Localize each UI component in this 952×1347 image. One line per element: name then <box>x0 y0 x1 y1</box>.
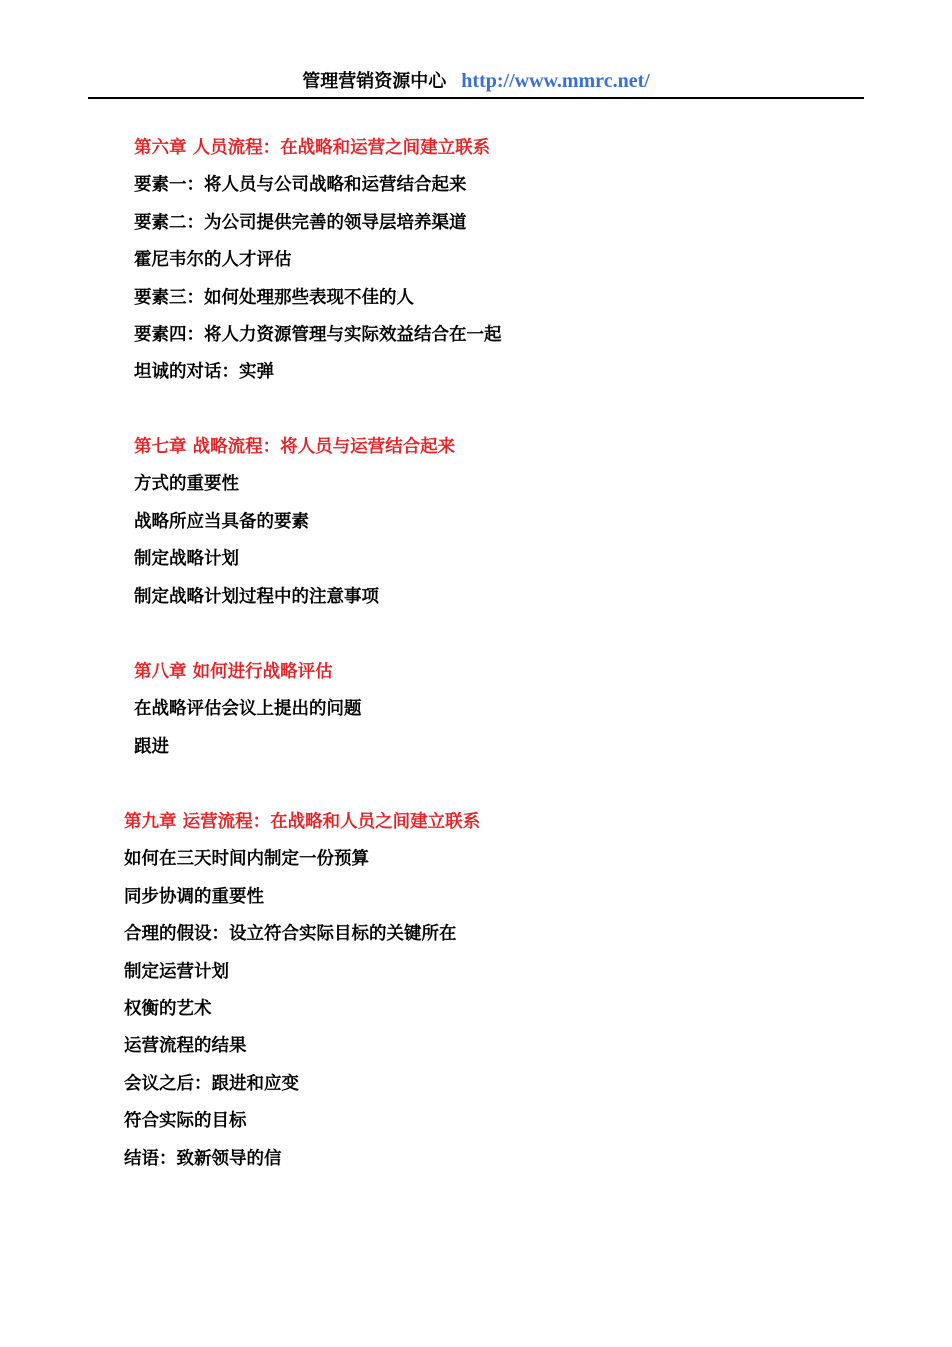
list-item: 如何在三天时间内制定一份预算 <box>124 849 369 870</box>
list-item: 结语：致新领导的信 <box>124 1148 282 1169</box>
chapter-8 <box>134 654 362 766</box>
chapter-title: 第七章 战略流程：将人员与运营结合起来 <box>134 437 456 457</box>
list-item: 跟进 <box>134 736 169 757</box>
list-item: 符合实际的目标 <box>124 1111 247 1132</box>
list-item: 制定运营计划 <box>124 961 229 982</box>
list-item: 要素一：将人员与公司战略和运营结合起来 <box>134 175 467 196</box>
chapter-title: 第九章 运营流程：在战略和人员之间建立联系 <box>124 812 481 832</box>
list-item: 合理的假设：设立符合实际目标的关键所在 <box>124 924 457 945</box>
header-url-link[interactable]: http://www.mmrc.net/ <box>461 70 650 92</box>
list-item: 方式的重要性 <box>134 474 239 495</box>
chapter-item-list <box>134 167 502 391</box>
list-item: 权衡的艺术 <box>124 998 212 1019</box>
list-item: 在战略评估会议上提出的问题 <box>134 699 362 720</box>
list-item: 运营流程的结果 <box>124 1036 247 1057</box>
list-item: 制定战略计划过程中的注意事项 <box>134 586 379 607</box>
list-item: 会议之后：跟进和应变 <box>124 1073 299 1094</box>
list-item: 要素四：将人力资源管理与实际效益结合在一起 <box>134 324 502 345</box>
chapter-7 <box>134 429 455 616</box>
chapter-title: 第六章 人员流程：在战略和运营之间建立联系 <box>134 138 491 158</box>
list-item: 制定战略计划 <box>134 549 239 570</box>
chapter-item-list <box>124 841 480 1178</box>
page-header <box>88 64 864 99</box>
list-item: 同步协调的重要性 <box>124 886 264 907</box>
chapter-item-list <box>134 691 362 766</box>
chapter-6 <box>134 130 502 392</box>
chapter-item-list <box>134 466 455 616</box>
list-item: 霍尼韦尔的人才评估 <box>134 250 292 271</box>
list-item: 坦诚的对话：实弹 <box>134 362 274 383</box>
list-item: 要素二：为公司提供完善的领导层培养渠道 <box>134 212 467 233</box>
list-item: 战略所应当具备的要素 <box>134 511 309 532</box>
chapter-9 <box>124 804 480 1178</box>
chapter-title: 第八章 如何进行战略评估 <box>134 662 333 682</box>
header-brand: 管理营销资源中心 <box>302 71 447 92</box>
list-item: 要素三：如何处理那些表现不佳的人 <box>134 287 414 308</box>
